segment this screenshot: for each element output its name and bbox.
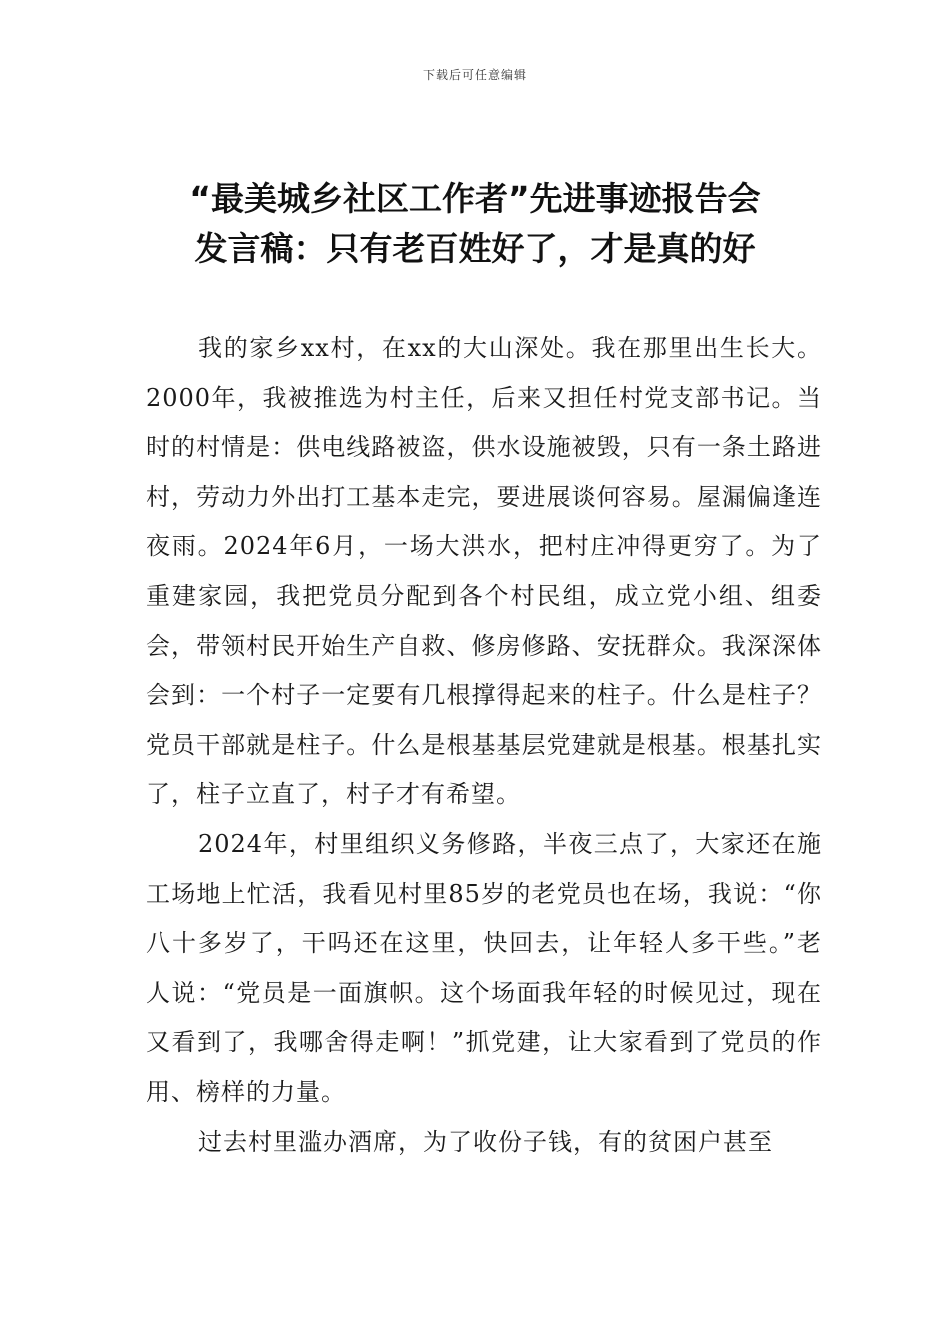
paragraph-3: 过去村里滥办酒席，为了收份子钱，有的贫困户甚至 [198, 1127, 773, 1156]
document-body [146, 324, 822, 1167]
paragraph-1: 我的家乡xx村，在xx的大山深处。我在那里出生长大。2000年，我被推选为村主任，后来又担任村党支部书记。当时的村情是：供电线路被盗，供水设施被毁，只有一条土路进村，劳动力外出打工基本走完，要进展谈何容易。屋漏偏逢连夜雨。2024年6月，一场大洪水，把村庄冲得更穷了。为了重建家园，我把党员分配到各个村民组，成立党小组、组委会，带领村民开始生产自救、修房修路、安抚群众。我深深体会到：一个村子一定要有几根撑得起来的柱子。什么是柱子？党员干部就是柱子。什么是根基基层党建就是根基。根基扎实了，柱子立直了，村子才有希望。 [146, 334, 822, 809]
title-line-1: “最美城乡社区工作者”先进事迹报告会 [189, 179, 761, 218]
header-note: 下载后可任意编辑 [422, 68, 527, 82]
document-title [0, 174, 950, 274]
title-line-2: 发言稿：只有老百姓好了，才是真的好 [194, 229, 756, 268]
paragraph-2: 2024年，村里组织义务修路，半夜三点了，大家还在施工场地上忙活，我看见村里85岁的老党员也在场，我说：“你八十多岁了，干吗还在这里，快回去，让年轻人多干些。”老人说：“党员是一面旗帜。这个场面我年轻的时候见过，现在又看到了，我哪舍得走啊！”抓党建，让大家看到了党员的作用、榜样的力量。 [146, 829, 822, 1106]
